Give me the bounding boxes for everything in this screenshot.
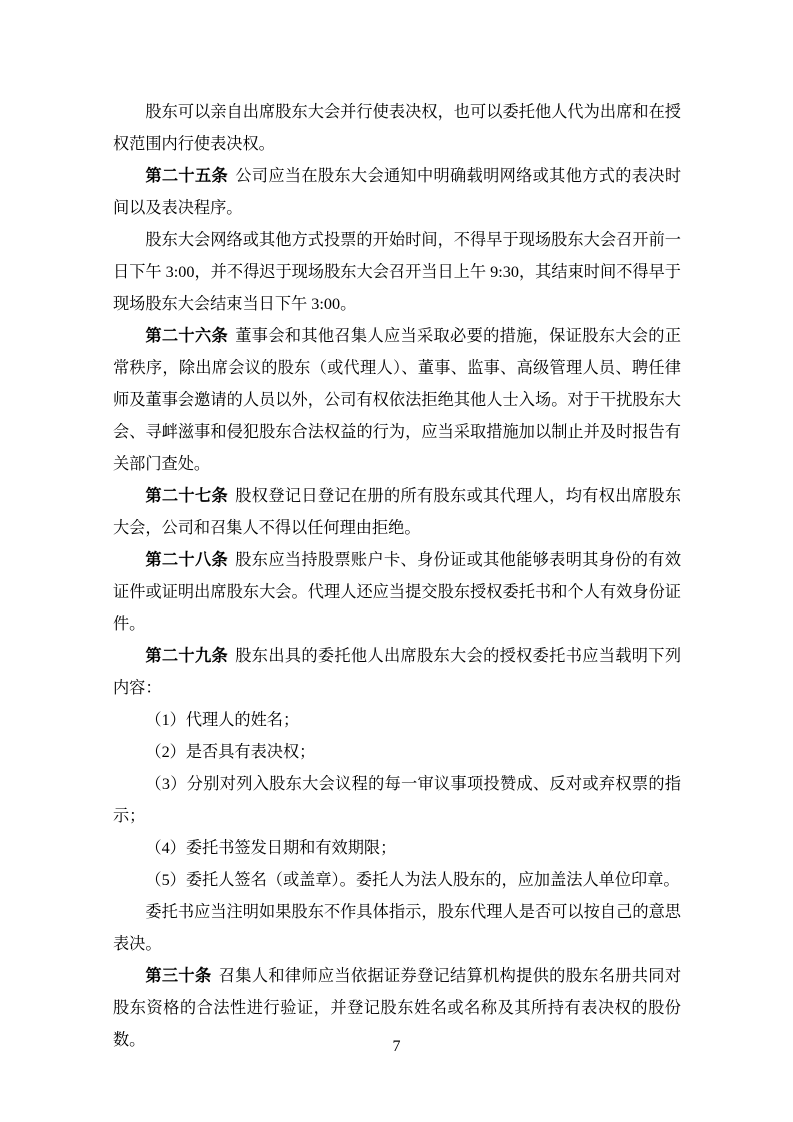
paragraph [113,896,681,960]
article-number: 第二十五条 [145,167,228,185]
list-item [113,864,681,896]
paragraph [113,640,681,704]
paragraph-text: （4）委托书签发日期和有效期限； [145,839,397,857]
paragraph-text: 股东出具的委托他人出席股东大会的授权委托书应当载明下列内容： [113,647,682,697]
article-number: 第二十七条 [145,487,228,505]
paragraph-text: （5）委托人签名（或盖章）。委托人为法人股东的，应加盖法人单位印章。 [145,871,680,889]
paragraph-text: 委托书应当注明如果股东不作具体指示，股东代理人是否可以按自己的意思表决。 [113,903,681,953]
article-number: 第三十条 [145,967,212,985]
paragraph-text: 公司应当在股东大会通知中明确载明网络或其他方式的表决时间以及表决程序。 [113,167,682,217]
article-number: 第二十八条 [145,551,228,569]
list-item [113,736,681,768]
paragraph-text: 股东大会网络或其他方式投票的开始时间，不得早于现场股东大会召开前一日下午 3:00，并不得迟于现场股东大会召开当日上午 9:30，其结束时间不得早于现场股东大会结束当日下午 3:00。 [113,231,681,313]
paragraph-text: （1）代理人的姓名； [145,711,300,729]
paragraph-text: 股东可以亲自出席股东大会并行使表决权，也可以委托他人代为出席和在授权范围内行使表决权。 [113,103,681,153]
list-item [113,768,681,832]
article-number: 第二十九条 [145,647,228,665]
article-number: 第二十六条 [145,327,228,345]
document-body [113,96,681,1056]
paragraph [113,544,681,640]
paragraph-text: （2）是否具有表决权； [145,743,316,761]
paragraph-text: 董事会和其他召集人应当采取必要的措施，保证股东大会的正常秩序，除出席会议的股东（或代理人）、董事、监事、高级管理人员、聘任律师及董事会邀请的人员以外，公司有权依法拒绝其他人士入场。对于干扰股东大会、寻衅滋事和侵犯股东合法权益的行为，应当采取措施加以制止并及时报告有关部门查处。 [113,327,682,473]
paragraph [113,224,681,320]
list-item [113,704,681,736]
page-number: 7 [392,1038,401,1055]
paragraph [113,480,681,544]
paragraph [113,160,681,224]
paragraph-text: 股东应当持股票账户卡、身份证或其他能够表明其身份的有效证件或证明出席股东大会。代理人还应当提交股东授权委托书和个人有效身份证件。 [113,551,682,633]
paragraph [113,96,681,160]
paragraph-text: （3）分别对列入股东大会议程的每一审议事项投赞成、反对或弃权票的指示； [113,775,681,825]
paragraph-text: 股权登记日登记在册的所有股东或其代理人，均有权出席股东大会，公司和召集人不得以任何理由拒绝。 [113,487,682,537]
list-item [113,832,681,864]
paragraph [113,320,681,480]
paragraph-text: 召集人和律师应当依据证券登记结算机构提供的股东名册共同对股东资格的合法性进行验证，并登记股东姓名或名称及其所持有表决权的股份数。 [113,967,682,1049]
